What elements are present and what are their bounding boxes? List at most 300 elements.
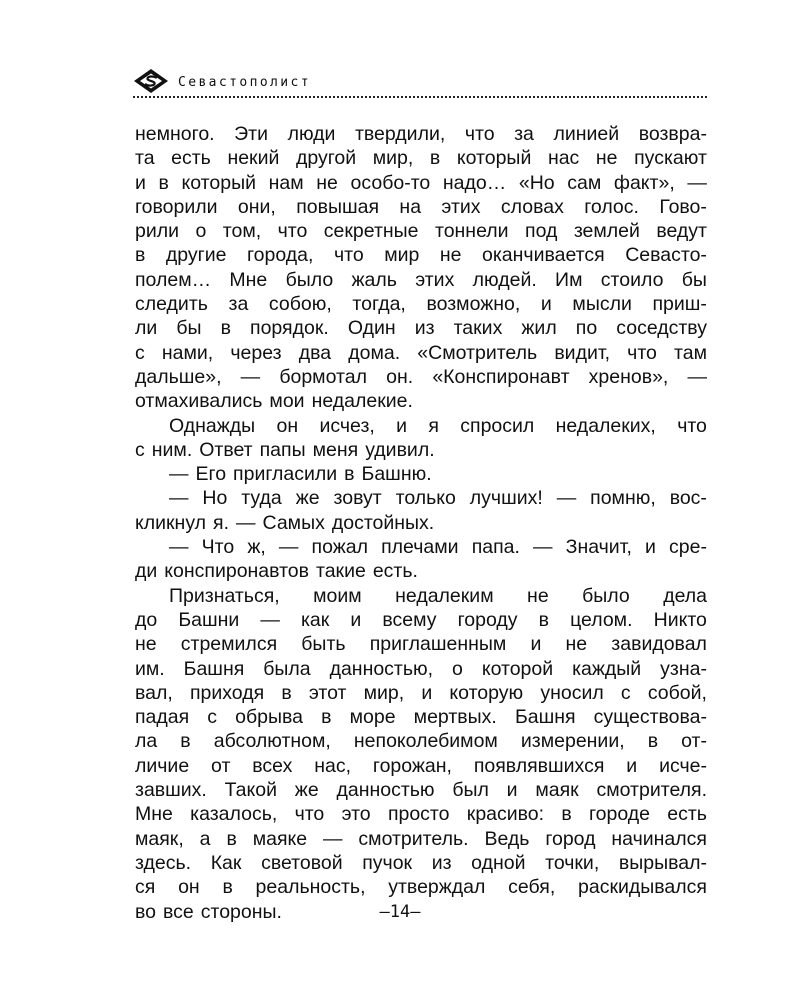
word: помню, [590,487,656,510]
text-line [135,875,707,899]
word: голос. [584,195,639,218]
word: Однажды [169,414,256,437]
word: из [431,851,452,874]
word: городу [457,608,518,631]
word: Его [195,463,227,486]
word: завидовал [611,633,707,656]
word: все [163,900,194,923]
text-line [135,486,707,510]
word: возвра- [638,123,707,145]
text-line [135,511,707,535]
word: там [674,341,707,364]
word: в [429,147,441,170]
text-line [135,705,707,729]
word: маяке [252,827,308,850]
text-line [135,535,707,559]
word: «Но [518,171,555,194]
word: в [158,171,169,194]
text-line [135,608,707,632]
word: недалеким [395,584,494,607]
text-line [135,632,707,656]
word: что [277,220,308,243]
word: этих [415,268,455,291]
word: от [211,754,231,777]
word: быть [301,633,346,656]
word: данностью, [329,657,434,680]
word: папа. [471,536,520,559]
text-line [135,389,707,413]
word: на [399,195,422,218]
word: ж, [247,536,266,559]
word: Гово- [659,195,707,218]
text-line [135,559,707,583]
word: мертвых. [413,706,497,729]
word: таких [453,317,503,340]
word: и [396,414,408,437]
word: сам [567,171,602,194]
word: я. [213,511,230,534]
word: Никто [653,608,707,631]
word: а [199,827,211,850]
word: кликнул [135,511,207,534]
word: видит, [554,341,611,364]
text-line [135,316,707,340]
word: Башни [178,608,240,631]
word: пригласили [233,463,338,486]
word: твердили, [354,123,446,145]
word: о [195,220,207,243]
text-line [135,681,707,705]
word: Такой [224,779,278,802]
page-number: –14– [379,902,421,922]
word: что [627,341,657,364]
text-line [135,827,707,851]
word: личие [135,754,190,777]
text-line [135,414,707,438]
body-text [135,122,707,924]
word: хренов», [588,365,669,388]
word: Что [201,536,235,559]
word: бы [176,317,202,340]
word: — [169,463,189,486]
word: не [439,244,462,267]
text-line [135,778,707,802]
word: точки, [545,851,600,874]
word: каждый [572,657,642,680]
word: собою, [268,293,332,316]
word: завших. [135,779,207,802]
word: в [226,827,237,850]
paragraph [135,414,707,463]
word: реальность, [255,876,366,899]
word: та [135,147,155,170]
word: и [350,608,362,631]
word: полем… [135,268,212,291]
word: одной [471,851,526,874]
diamond-s-emblem-icon [133,68,169,94]
word: в [538,608,549,631]
word: — [236,511,256,534]
word: Как [210,851,242,874]
word: Башня [514,706,576,729]
text-line [135,851,707,875]
word: недалекие. [311,390,413,413]
word: — [687,171,707,194]
word: — [278,536,299,559]
word: люди [287,123,336,145]
word: и [626,754,638,777]
word: надо… [442,171,507,194]
word: всему [382,608,437,631]
word: себя, [508,876,556,899]
word: пучок [362,851,413,874]
word: не [316,171,338,194]
word: — [240,365,261,388]
word: Мне [135,803,173,826]
word: и [135,171,146,194]
word: стороны. [200,900,282,923]
word: что [294,803,325,826]
word: порядок. [250,317,329,340]
word: — [169,487,189,510]
word: в [321,706,332,729]
word: и [530,633,542,656]
word: до [135,608,158,631]
text-line [135,802,707,826]
word: из [414,317,435,340]
word: следить [135,293,208,316]
word: исче- [659,754,707,777]
word: за [514,123,534,145]
word: с [135,438,145,461]
paragraph [135,122,707,414]
word: ла [135,730,158,753]
word: непоколебимом [353,730,498,753]
word: тогда, [352,293,406,316]
word: жаль [351,268,397,291]
word: Значит, [565,536,632,559]
word: в [561,803,572,826]
word: — [533,536,553,559]
word: во [135,900,156,923]
word: линией [553,123,620,145]
word: по [575,317,598,340]
word: о [452,657,463,680]
word: Им [555,268,583,291]
text-line [135,268,707,292]
word: вал, [135,681,173,704]
word: в [647,730,659,753]
word: — [323,827,343,850]
word: же [295,487,320,510]
text-line [135,365,707,389]
word: Эти [234,123,268,145]
text-line [135,243,707,267]
word: Самых [262,511,325,534]
word: мир, [363,681,405,704]
paragraph [135,462,707,486]
word: немного. [135,123,215,145]
word: он. [386,365,414,388]
text-line [135,292,707,316]
word: Мне [229,268,268,291]
word: дела [663,584,707,607]
running-title: Севастополист [178,75,311,90]
word: словах [500,195,564,218]
word: за [228,293,249,316]
word: плечами [381,536,459,559]
word: отмахивались [135,390,263,413]
text-line [135,754,707,778]
word: соседству [616,317,707,340]
word: папы [259,438,306,461]
word: — [556,487,577,510]
word: смотрителя. [596,779,707,802]
word: которой [481,657,554,680]
word: была [263,657,311,680]
word: от- [681,730,707,753]
text-line [135,146,707,170]
word: море [349,706,396,729]
word: они, [237,195,276,218]
word: конспиронавтов [164,560,309,583]
word: Но [202,487,228,510]
word: не [595,147,618,170]
word: недалеких, [555,414,656,437]
word: приходя [189,681,265,704]
word: утверждал [388,876,486,899]
word: данностью [336,779,435,802]
word: горожан, [372,754,452,777]
word: и [645,536,656,559]
word: маяк, [135,827,184,850]
paragraph [135,486,707,535]
text-line [135,584,707,608]
word: город [545,827,596,850]
word: стоило [600,268,664,291]
word: «Смотритель [417,341,538,364]
word: это [341,803,371,826]
word: обрыва [235,706,304,729]
word: я [428,414,439,437]
word: было [285,268,334,291]
word: что [677,414,707,437]
word: дома. [348,341,401,364]
word: говорили [135,195,218,218]
word: с [135,341,145,364]
word: ведут [656,220,707,243]
word: бормотал [279,365,367,388]
word: достойных. [331,511,435,534]
word: мир [384,244,420,267]
word: в [222,876,233,899]
word: землей [573,220,640,243]
word: — [687,365,707,388]
word: ним. [151,438,193,461]
word: мир, [372,147,414,170]
word: Ответ [199,438,253,461]
word: мысли [572,293,632,316]
text-line [135,657,707,681]
word: не [565,633,588,656]
text-line [135,729,707,753]
word: как [300,608,330,631]
word: не [135,633,157,656]
word: было [582,584,630,607]
word: был [452,779,489,802]
word: — [260,608,280,631]
text-line [135,122,707,146]
word: в [344,463,355,486]
word: пускают [634,147,707,170]
word: всех [252,754,293,777]
header-dotted-rule [133,96,707,98]
word: города, [247,244,314,267]
word: такие [316,560,366,583]
word: с [207,706,218,729]
word: рили [135,220,180,243]
word: приш- [652,293,707,316]
word: узна- [660,657,707,680]
word: лучших! [469,487,543,510]
word: секретные [323,220,419,243]
word: с [620,681,631,704]
word: жил [521,317,557,340]
word: уносил [540,681,604,704]
word: этот [308,681,347,704]
word: под [525,220,558,243]
running-header [133,66,707,98]
word: абсолютном, [213,730,331,753]
word: который [456,147,532,170]
word: и [421,681,433,704]
word: нас, [314,754,352,777]
word: два [298,341,332,364]
word: есть [171,147,211,170]
word: исчез, [319,414,375,437]
word: только [395,487,456,510]
word: меня [312,438,359,461]
word: световой [261,851,343,874]
word: им. [135,657,165,680]
word: другой [295,147,357,170]
word: вырывал- [618,851,707,874]
word: красиво: [466,803,545,826]
word: есть [667,803,707,826]
word: в [135,244,146,267]
word: не [527,584,549,607]
word: просто [387,803,450,826]
word: другие [165,244,227,267]
word: через [230,341,282,364]
word: он [178,876,200,899]
word: что [464,123,495,145]
word: есть. [372,560,418,583]
text-line [135,195,707,219]
word: удивил. [365,438,435,461]
text-line [135,219,707,243]
word: вос- [669,487,707,510]
word: он [276,414,299,437]
word: сре- [669,536,707,559]
word: Признаться, [169,584,280,607]
word: ся [135,876,156,899]
word: в [220,317,231,340]
word: и [540,293,552,316]
word: что [333,244,364,267]
word: который [181,171,256,194]
word: факт», [613,171,675,194]
word: которую [449,681,524,704]
word: зовут [333,487,382,510]
word: смотритель. [358,827,469,850]
word: и [506,779,518,802]
word: людей. [472,268,537,291]
word: нам [268,171,304,194]
text-line [135,438,707,462]
word: «Конспиронавт [432,365,570,388]
word: городе [588,803,650,826]
word: начинался [611,827,707,850]
word: туда [241,487,282,510]
word: пожал [311,536,368,559]
word: — [169,536,189,559]
word: Один [347,317,396,340]
word: этих [441,195,481,218]
word: падая [135,706,190,729]
word: моим [313,584,362,607]
word: дальше», [135,365,222,388]
word: том, [222,220,262,243]
word: же [294,779,319,802]
word: измерении, [520,730,625,753]
word: существова- [593,706,707,729]
word: ди [135,560,158,583]
word: повышая [296,195,380,218]
word: ли [135,317,158,340]
word: спросил [460,414,535,437]
word: Ведь [484,827,530,850]
word: здесь. [135,851,192,874]
word: мои [269,390,305,413]
text-line [135,462,707,486]
word: в [281,681,292,704]
word: особо-то [350,171,431,194]
paragraph [135,584,707,924]
word: Севасто- [625,244,707,267]
word: собой, [647,681,707,704]
text-line [135,171,707,195]
word: казалось, [190,803,278,826]
text-line [135,341,707,365]
word: бы [681,268,707,291]
word: возможно, [426,293,521,316]
paragraph [135,535,707,584]
word: появлявшихся [473,754,605,777]
word: приглашенным [369,633,507,656]
word: оканчивается [482,244,605,267]
word: Башня [183,657,245,680]
word: нами, [161,341,214,364]
word: в [180,730,191,753]
word: тоннели [434,220,509,243]
word: некий [227,147,280,170]
word: раскидывался [578,876,707,899]
word: нас [547,147,580,170]
word: целом. [570,608,633,631]
word: Башню. [361,463,432,486]
word: стремился [180,633,278,656]
